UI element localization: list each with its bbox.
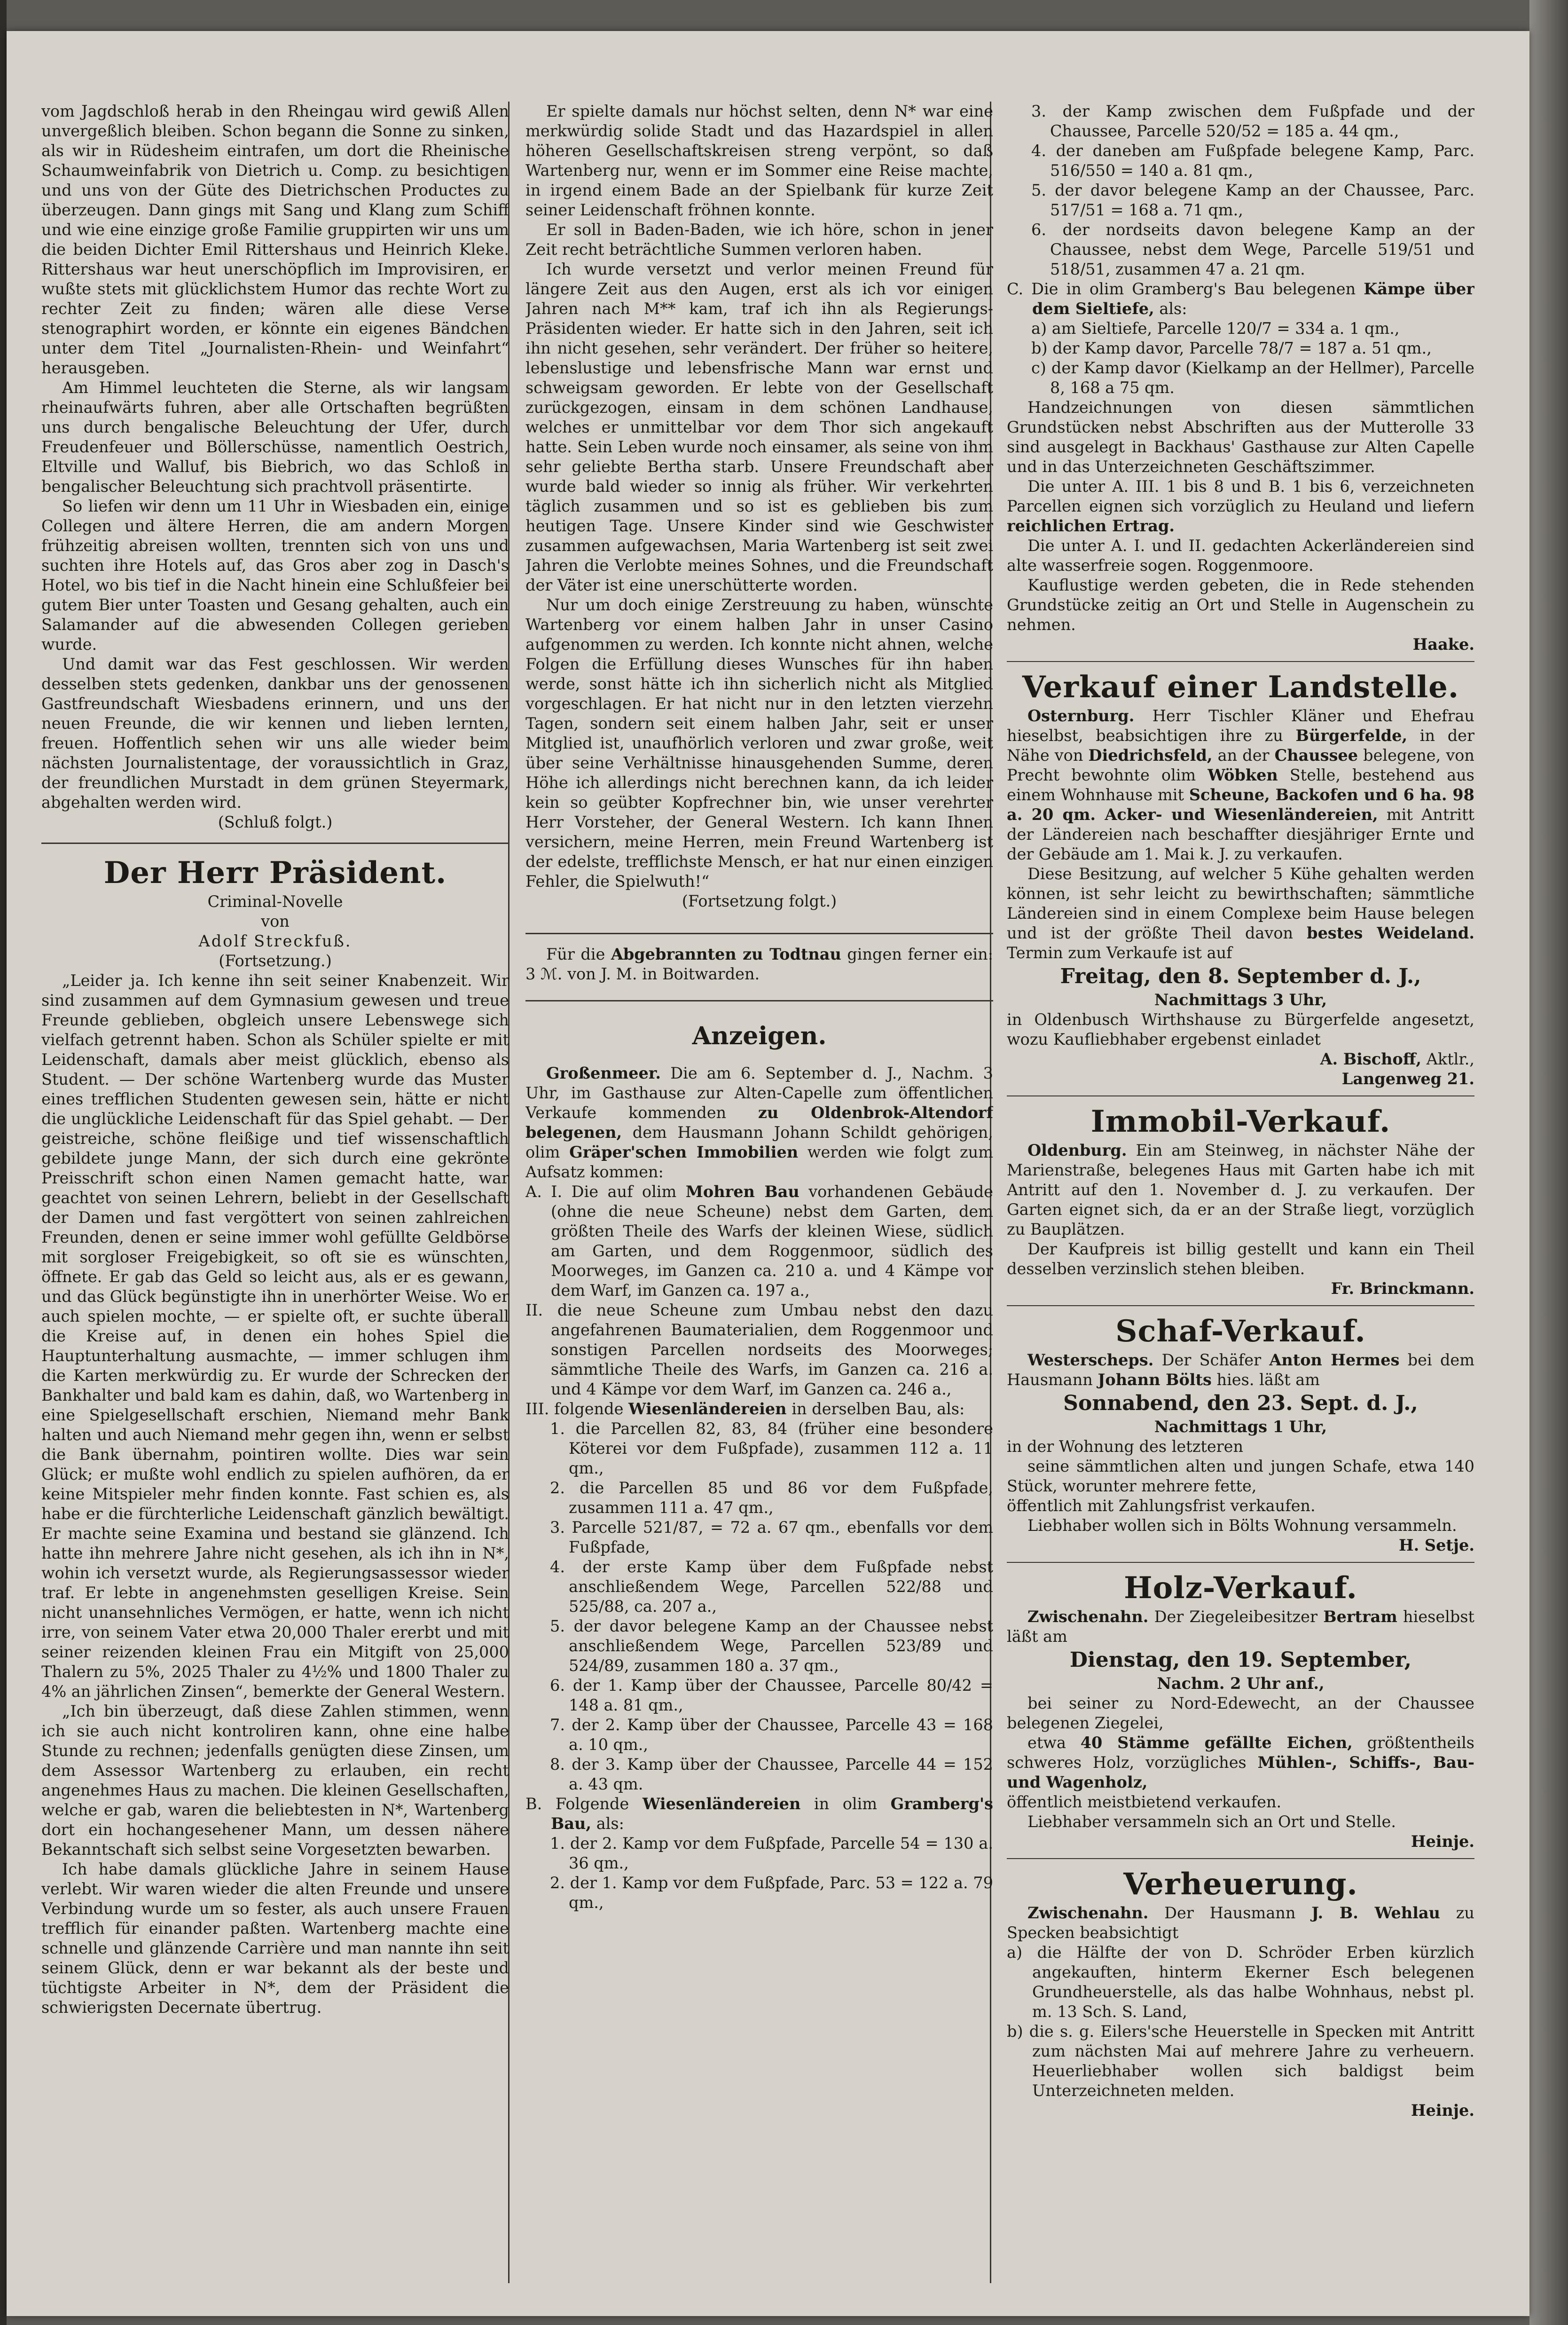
ad-bold: Gräper'schen Immobilien xyxy=(569,1143,799,1161)
paragraph: Er soll in Baden-Baden, wie ich höre, schon in jener Zeit recht beträchtliche Summen verloren haben. xyxy=(525,221,993,259)
ad-text: Herr Tischler Kläner und Ehefrau hieselbst, beabsichtigen ihre zu xyxy=(1007,707,1474,745)
list-item xyxy=(525,1794,993,1834)
ad-paragraph: Liebhaber wollen sich in Bölts Wohnung versammeln. xyxy=(1027,1516,1457,1535)
list-item: 2. die Parcellen 85 und 86 vor dem Fußpfade, zusammen 111 a. 47 qm., xyxy=(550,1479,993,1517)
ad-text: an der xyxy=(1212,746,1275,764)
novel-von: von xyxy=(261,912,290,930)
ad-bold: Kämpe über dem Sieltiefe, xyxy=(1032,280,1474,318)
ad-text: Die unter A. III. 1 bis 8 und B. 1 bis 6, verzeichneten Parcellen eignen sich vorzüglich zu Heuland und liefern xyxy=(1007,477,1474,515)
ad-paragraph xyxy=(1007,1733,1474,1792)
ad-text: vorhandenen Gebäude (ohne die neue Scheune) nebst dem Garten, dem größten Theile des Warfs der kleinen Wiese, südlich am Garten, und dem Roggenmoor, südlich des Moorweges, im Ganzen ca. 210 a. und 4 Kämpe vor dem Warf, im Ganzen ca. 197 a., xyxy=(551,1182,993,1300)
paragraph: Und damit war das Fest geschlossen. Wir werden desselben stets gedenken, dankbar uns der genossenen Gastfreundschaft Wiesbadens erinnern, und uns der neuen Freunde, die wir kennen und lieben lernten, freuen. Hoffentlich sehen wir uns alle wieder beim nächsten Journalistentage, der voraussichtlich in Graz, der freundlichen Murstadt in dem grünen Steyermark, abgehalten werden wird. xyxy=(41,655,509,812)
ad-bold: Mohren Bau xyxy=(685,1182,800,1201)
ad-text: B. Folgende xyxy=(525,1795,643,1813)
ad-heading: Verkauf einer Landstelle. xyxy=(1022,670,1459,705)
column-2 xyxy=(525,102,993,2302)
ad-heading: Verheuerung. xyxy=(1123,1867,1358,1902)
divider xyxy=(525,933,993,934)
ad-bold: zu Oldenbrok-Altendorf belegenen, xyxy=(525,1103,993,1142)
ad-heading: Schaf-Verkauf. xyxy=(1115,1314,1366,1349)
ad-text: als: xyxy=(1154,299,1187,318)
ad-bold: 40 Stämme gefällte Eichen, xyxy=(1080,1734,1353,1752)
ad-text: Der Schäfer xyxy=(1153,1351,1270,1369)
column-1 xyxy=(41,102,509,2302)
novel-title: Der Herr Präsident. xyxy=(103,855,447,891)
ad-text: Termin zum Verkaufe ist auf xyxy=(1007,944,1232,962)
ad-paragraph: öffentlich meistbietend verkaufen. xyxy=(1007,1793,1282,1811)
ad-bold: Wiesenländereien xyxy=(642,1795,801,1813)
ad-paragraph: bei seiner zu Nord-Edewecht, an der Chaussee belegenen Ziegelei, xyxy=(1007,1694,1474,1732)
ad-date: Dienstag, den 19. September, xyxy=(1069,1648,1412,1672)
ad-bold: Wöbken xyxy=(1207,766,1278,784)
list-item: 1. der 2. Kamp vor dem Fußpfade, Parcelle 54 = 130 a. 36 qm., xyxy=(550,1834,993,1872)
list-item: 6. der nordseits davon belegene Kamp an der Chaussee, nebst dem Wege, Parcelle 519/51 und 518/51, zusammen 47 a. 21 qm. xyxy=(1031,221,1474,278)
ad-paragraph: seine sämmtlichen alten und jungen Schafe, etwa 140 Stück, worunter mehrere fette, xyxy=(1007,1457,1474,1495)
list-item: II. die neue Scheune zum Umbau nebst den dazu angefahrenen Baumaterialien, dem Roggenmoor und sonstigen Parcellen nordseits des Moorweges; sämmtliche Theile des Warfs, im Ganzen ca. 216 a. und 4 Kämpe vor dem Warf, im Ganzen ca. 246 a., xyxy=(525,1301,993,1398)
list-item: b) der Kamp davor, Parcelle 78/7 = 187 a. 51 qm., xyxy=(1031,339,1432,357)
ad-signature xyxy=(1007,1049,1474,1069)
list-item: 7. der 2. Kamp über der Chaussee, Parcelle 43 = 168 a. 10 qm., xyxy=(550,1716,993,1754)
ad-text: Ein am Steinweg, in nächster Nähe der Marienstraße, belegenes Haus mit Garten habe ich mit Antritt auf den 1. November d. J. zu verkaufen. Der Garten eignet sich, da er an der Straße liegt, vorzüglich zu Bauplätzen. xyxy=(1007,1141,1474,1238)
list-item: a) am Sieltiefe, Parcelle 120/7 = 334 a. 1 qm., xyxy=(1031,319,1400,338)
list-item: 4. der daneben am Fußpfade belegene Kamp, Parc. 516/550 = 140 a. 81 qm., xyxy=(1031,142,1474,180)
ad-bold: Mühlen-, Schiffs-, Bau- und Wagenholz, xyxy=(1007,1753,1474,1791)
ad-text: hieselbst läßt am xyxy=(1007,1608,1474,1646)
divider xyxy=(1007,1562,1474,1563)
paragraph: Ich habe damals glückliche Jahre in seinem Hause verlebt. Wir waren wieder die alten Freunde und unsere Verbindung wurde um so fester, als auch unsere Frauen trefflich für einander paßten. Wartenberg machte eine schnelle und glänzende Carrière und man nannte ihn seit seinem Glück, denn er war bekannt als der beste und tüchtigste Arbeiter in N*, dem der Präsident die schwierigsten Decernate übertrug. xyxy=(41,1860,509,2017)
divider xyxy=(41,843,509,844)
paragraph: Handzeichnungen von diesen sämmtlichen Grundstücken nebst Abschriften aus der Mutterolle 33 sind ausgelegt in Backhaus' Gasthause zur Alten Capelle und in das Unterzeichneten Geschäftszimmer. xyxy=(1007,398,1474,476)
list-item xyxy=(1007,279,1474,319)
paragraph: Die unter A. I. und II. gedachten Ackerländereien sind alte wasserfreie sogen. Roggenmoore. xyxy=(1007,536,1474,575)
ad-bold: reichlichen Ertrag. xyxy=(1007,517,1175,535)
ad-text: Der Hausmann xyxy=(1148,1904,1312,1922)
ad-signature: Fr. Brinckmann. xyxy=(1331,1279,1474,1298)
divider xyxy=(1007,1858,1474,1859)
ad-text: III. folgende xyxy=(525,1400,629,1418)
ad-text: A. I. Die auf olim xyxy=(525,1182,686,1201)
ad-text: Diese Besitzung, auf welcher 5 Kühe gehalten werden können, ist sehr leicht zu bewirthschaften; sämmtliche Ländereien sind in einem Complexe beim Hause belegen und ist der größte Theil davon xyxy=(1007,865,1474,942)
list-item: 3. Parcelle 521/87, = 72 a. 67 qm., ebenfalls vor dem Fußpfade, xyxy=(550,1518,993,1556)
ad-bold: Bertram xyxy=(1323,1608,1397,1626)
novel-continuation: (Fortsetzung.) xyxy=(219,952,332,970)
ad-paragraph xyxy=(1007,706,1474,864)
ad-place: Westerscheps. xyxy=(1027,1351,1154,1369)
notice-text: Für die xyxy=(546,945,611,963)
ad-place: Oldenburg. xyxy=(1027,1141,1127,1159)
ad-paragraph xyxy=(1007,1350,1474,1390)
ad-text: Stelle, bestehend aus einem Wohnhause mit xyxy=(1007,766,1474,804)
ad-bold: Diedrichsfeld, xyxy=(1088,746,1213,764)
paragraph: „Leider ja. Ich kenne ihn seit seiner Knabenzeit. Wir sind zusammen auf dem Gymnasium gewesen und treue Freunde geblieben, obgleich unsere Lebenswege sich vielfach getrennt haben. Schon als Schüler spielte er mit Leidenschaft, damals aber meist glücklich, ebenso als Student. — Der schöne Wartenberg wurde das Muster eines trefflichen Studenten gewesen sein, hätte er nicht die unglückliche Leidenschaft für das Spiel gehabt. — Der geistreiche, schöne fleißige und tief wissenschaftlich gebildete junge Mann, der sich durch eine gekrönte Preisschrift schon einen Namen gemacht hatte, war geachtet von seinen Lehrern, beliebt in der Gesellschaft der Damen und fast vergöttert von seinen zahlreichen Freunden, denen er seine immer wohl gefüllte Geldbörse mit sorgloser Freigebigkeit, so oft sie es wünschten, öffnete. Er gab das Geld so leicht aus, als er es gewann, und das Glück begünstigte ihn in unerhörter Weise. Wo er auch spielen mochte, — er spielte oft, er suchte überall die Kreise auf, in denen ein hohes Spiel die Hauptunterhaltung ausmachte, — immer schlugen ihm die Karten merkwürdig zu. Er wurde der Schrecken der Bankhalter und bald kam es dahin, daß, wo Wartenberg in eine Spielgesellschaft erschien, Niemand mehr Bank halten und auch Niemand mehr gegen ihn, wenn er selbst die Bank übernahm, pointiren wollte. Dies war sein Glück; er mußte wohl endlich zu spielen aufhören, da er keine Mitspieler mehr finden konnte. Fast schien es, als habe er die fürchterliche Leidenschaft gänzlich bewältigt. Er machte seine Examina und bestand sie glänzend. Ich hatte ihn mehrere Jahre nicht gesehen, als ich ihn in N*, wohin ich versetzt wurde, als Regierungsassessor wieder traf. Er lebte in angenehmsten geselligen Kreise. Sein nicht unansehnliches Vermögen, er hatte, wenn ich nicht irre, von seinem Vater etwa 20,000 Thaler ererbt und mit seiner reizenden kleinen Frau ein Mitgift von 25,000 Thalern zu 5%, 2025 Thaler zu 4½% und 1800 Thaler zu 4% an jährlichen Zinsen“, bemerkte der General Western. xyxy=(41,971,509,1701)
list-item: 5. der davor belegene Kamp an der Chaussee nebst anschließendem Wege, Parcellen 523/89 und 524/89, zusammen 180 a. 37 qm., xyxy=(550,1617,993,1675)
list-item: 6. der 1. Kamp über der Chaussee, Parcelle 80/42 = 148 a. 81 qm., xyxy=(550,1676,993,1714)
ad-signature: H. Setje. xyxy=(1398,1536,1474,1554)
ad-text: Die am 6. September d. J., Nachm. 3 Uhr, im Gasthause zur Alten-Capelle zum öffentlichen Verkaufe kommenden xyxy=(525,1064,993,1122)
paragraph: Am Himmel leuchteten die Sterne, als wir langsam rheinaufwärts fuhren, aber alle Ortschaften begrüßten uns durch bengalische Beleuchtung der Ufer, durch Freudenfeuer und Böllerschüsse, namentlich Oestrich, Eltville und Walluf, bis Biebrich, wo das Schloß in bengalischer Beleuchtung sich prachtvoll präsentirte. xyxy=(41,378,509,496)
ad-time: Nachmittags 1 Uhr, xyxy=(1154,1418,1327,1436)
paragraph: vom Jagdschloß herab in den Rheingau wird gewiß Allen unvergeßlich bleiben. Schon begann die Sonne zu sinken, als wir in Rüdesheim eintrafen, um dort die Rheinische Schaumweinfabrik von Dietrich u. Comp. zu besichtigen und uns von der Güte des Dietrichschen Productes zu überzeugen. Dann gings mit Sang und Klang zum Schiff und wie eine einzige große Familie gruppirten wir uns um die beiden Dichter Emil Rittershaus und Heinrich Kleke. Rittershaus war heut unerschöpflich im Improvisiren, er wußte stets mit glücklichstem Humor das rechte Wort zu rechter Zeit zu finden; wären alle diese Verse stenographirt worden, er könnte ein eigenes Bändchen unter dem Titel „Journalisten-Rhein- und Weinfahrt“ herausgeben. xyxy=(41,102,509,377)
continuation-note: (Schluß folgt.) xyxy=(218,813,333,831)
ads-heading: Anzeigen. xyxy=(692,1022,827,1050)
ad-text: werden wie folgt zum Aufsatz kommen: xyxy=(525,1143,993,1181)
ad-bold: Bürgerfelde, xyxy=(1295,726,1408,745)
ad-text: hies. läßt am xyxy=(1211,1371,1320,1389)
paragraph: „Ich bin überzeugt, daß diese Zahlen stimmen, wenn ich sie auch nicht kontroliren kann, ohne eine halbe Stunde zu rechnen; jedenfalls genügten diese Zinsen, um dem Assessor Wartenberg zu erlauben, ein recht angenehmes Haus zu machen. Die kleinen Gesellschaften, welche er gab, waren die beliebtesten in N*, Wartenberg dort ein hochangesehener Mann, um dessen nähere Bekanntschaft sich selbst seine Vorgesetzten bewarben. xyxy=(41,1702,509,1859)
ad-text: größtentheils schweres Holz, vorzügliches xyxy=(1007,1734,1474,1772)
divider xyxy=(525,1000,993,1001)
ad-text: C. Die in olim Gramberg's Bau belegenen xyxy=(1007,280,1364,298)
ad-paragraph: Liebhaber versammeln sich an Ort und Stelle. xyxy=(1027,1813,1396,1831)
paragraph: Ich wurde versetzt und verlor meinen Freund für längere Zeit aus den Augen, erst als ich vor einigen Jahren nach M** kam, traf ich ihn als Regierungs-Präsidenten wieder. Er hatte sich in den Jahren, seit ich ihn nicht gesehen, sehr verändert. Der früher so heitere, lebenslustige und lebensfrische Mann war ernst und schweigsam geworden. Er lebte von der Gesellschaft zurückgezogen, einsam in dem schönen Landhause, welches er unmittelbar vor dem Thor sich angekauft hatte. Sein Leben wurde noch einsamer, als seine von ihm sehr geliebte Bertha starb. Unsere Freundschaft aber wurde bald wieder so innig als früher. Wir verkehrten täglich zusammen und so ist es geblieben bis zum heutigen Tage. Unsere Kinder sind wie Geschwister zusammen aufgewachsen, Maria Wartenberg ist seit zwei Jahren die Verlobte meines Sohnes, und die Freundschaft der Väter ist eine unerschütterte worden. xyxy=(525,260,993,594)
scan-left-edge xyxy=(0,0,7,2325)
ad-text: in derselben Bau, als: xyxy=(786,1400,965,1418)
ad-text: belegene, von Precht bewohnte olim xyxy=(1007,746,1474,784)
ad-text: mit Antritt der Ländereien nach beschaffter diesjähriger Ernte und der Gebäude am 1. Mai k. J. zu verkaufen. xyxy=(1007,805,1474,863)
ad-signature-name: A. Bischoff, xyxy=(1320,1050,1422,1068)
ad-text: in der Nähe von xyxy=(1007,726,1474,764)
list-item: 1. die Parcellen 82, 83, 84 (früher eine besondere Köterei vor dem Fußpfade), zusammen 112 a. 11 qm., xyxy=(550,1419,993,1477)
ad-place: Großenmeer. xyxy=(546,1064,661,1082)
paragraph xyxy=(1007,477,1474,536)
column-3 xyxy=(1007,102,1474,2302)
list-item: c) der Kamp davor (Kielkamp an der Hellmer), Parcelle 8, 168 a 75 qm. xyxy=(1031,359,1474,397)
novel-author: Adolf Streckfuß. xyxy=(198,932,352,950)
ad-bold: Scheune, Backofen und 6 ha. 98 a. 20 qm. Acker- und Wiesenländereien, xyxy=(1007,786,1474,824)
ad-place: Zwischenahn. xyxy=(1027,1904,1149,1922)
notice-text: gingen ferner ein: 3 ℳ. von J. M. in Boitwarden. xyxy=(525,945,993,983)
ad-bold: J. B. Wehlau xyxy=(1311,1904,1441,1922)
ad-place: Osternburg. xyxy=(1027,707,1135,725)
newspaper-page xyxy=(7,31,1529,2316)
ad-paragraph: in Oldenbusch Wirthshause zu Bürgerfelde angesetzt, wozu Kaufliebhaber ergebenst einladet xyxy=(1007,1010,1474,1048)
ad-signature: Haake. xyxy=(1412,635,1474,654)
notice-bold: Abgebrannten zu Todtnau xyxy=(611,945,841,963)
ad-text: dem Hausmann Johann Schildt gehörigen, olim xyxy=(525,1123,993,1161)
novel-subtitle: Criminal-Novelle xyxy=(207,892,343,911)
ad-time: Nachmittags 3 Uhr, xyxy=(1154,991,1327,1009)
ad-time: Nachm. 2 Uhr anf., xyxy=(1157,1674,1325,1693)
list-item xyxy=(525,1182,993,1300)
ad-bold: Johann Bölts xyxy=(1098,1371,1212,1389)
ad-date: Sonnabend, den 23. Sept. d. J., xyxy=(1063,1391,1418,1415)
ad-text: in olim xyxy=(800,1795,891,1813)
list-item: 4. der erste Kamp über dem Fußpfade nebst anschließendem Wege, Parcellen 522/88 und 525/88, ca. 207 a., xyxy=(550,1558,993,1616)
ad-text: als: xyxy=(591,1814,624,1833)
list-item xyxy=(525,1399,993,1419)
list-item: 8. der 3. Kamp über der Chaussee, Parcelle 44 = 152 a. 43 qm. xyxy=(550,1755,993,1793)
ad-paragraph: in der Wohnung des letzteren xyxy=(1007,1437,1244,1456)
ad-paragraph xyxy=(525,1064,993,1182)
ad-bold: Chaussee xyxy=(1274,746,1358,764)
ad-paragraph xyxy=(1007,1903,1474,1943)
ad-bold: Anton Hermes xyxy=(1269,1351,1400,1369)
ad-paragraph xyxy=(1007,1607,1474,1647)
ad-bold: Wiesenländereien xyxy=(628,1400,787,1418)
list-item: 3. der Kamp zwischen dem Fußpfade und der Chaussee, Parcelle 520/52 = 185 a. 44 qm., xyxy=(1031,102,1474,140)
ad-heading: Immobil-Verkauf. xyxy=(1090,1104,1391,1139)
ad-paragraph xyxy=(1007,1141,1474,1239)
paragraph: So liefen wir denn um 11 Uhr in Wiesbaden ein, einige Collegen und ältere Herren, die am andern Morgen frühzeitig abreisen wollten, trennten sich von uns und suchten ihre Hotels auf, das Gros aber zog in Dasch's Hotel, wo bis tief in die Nacht hinein eine Schlußfeier bei gutem Bier unter Toasten und Gesang gehalten, auch ein Salamander auf die abwesenden Collegen gerieben wurde. xyxy=(41,497,509,654)
divider xyxy=(1007,661,1474,662)
ad-place: Zwischenahn. xyxy=(1027,1608,1149,1626)
ad-signature-role: Aktlr., xyxy=(1421,1050,1474,1068)
ad-bold: bestes Weideland. xyxy=(1307,924,1474,942)
donation-notice xyxy=(525,945,993,984)
list-item: a) die Hälfte der von D. Schröder Erben kürzlich angekauften, hinterm Ekerner Esch belegenen Grundheuerstelle, als das halbe Wohnhaus, nebst pl. m. 13 Sch. S. Land, xyxy=(1007,1943,1474,2021)
ad-signature: Heinje. xyxy=(1411,2101,1474,2120)
ad-date: Freitag, den 8. September d. J., xyxy=(1060,964,1421,988)
ad-bold: Gramberg's Bau, xyxy=(551,1795,993,1833)
ad-text: bei dem Hausmann xyxy=(1007,1351,1474,1389)
list-item: 2. der 1. Kamp vor dem Fußpfade, Parc. 53 = 122 a. 79 qm., xyxy=(550,1874,993,1912)
paragraph: Er spielte damals nur höchst selten, denn N* war eine merkwürdig solide Stadt und das Hazardspiel in allen höheren Gesellschaftskreisen streng verpönt, so daß Wartenberg nur, wenn er im Sommer eine Reise machte, in irgend einem Bade an der Spielbank für kurze Zeit seiner Leidenschaft fröhnen konnte. xyxy=(525,102,993,219)
continuation-note: (Fortsetzung folgt.) xyxy=(682,892,837,910)
paragraph: Kauflustige werden gebeten, die in Rede stehenden Grundstücke zeitig an Ort und Stelle in Augenschein zu nehmen. xyxy=(1007,576,1474,634)
divider xyxy=(1007,1305,1474,1306)
ad-text: Der Ziegeleibesitzer xyxy=(1148,1608,1324,1626)
ad-paragraph xyxy=(1007,864,1474,963)
ad-paragraph: Der Kaufpreis ist billig gestellt und kann ein Theil desselben verzinslich stehen bleiben. xyxy=(1007,1240,1474,1278)
ad-paragraph: öffentlich mit Zahlungsfrist verkaufen. xyxy=(1007,1497,1316,1515)
ad-address: Langenweg 21. xyxy=(1341,1070,1474,1088)
ad-text: zu Specken beabsichtigt xyxy=(1007,1904,1474,1942)
scan-right-margin xyxy=(1529,0,1568,2325)
ad-signature: Heinje. xyxy=(1411,1832,1474,1851)
ad-text: etwa xyxy=(1027,1734,1081,1752)
list-item: b) die s. g. Eilers'sche Heuerstelle in Specken mit Antritt zum nächsten Mai auf mehrere Jahre zu verheuern. Heuerliebhaber wollen sich baldigst beim Unterzeichneten melden. xyxy=(1007,2022,1474,2100)
paragraph: Nur um doch einige Zerstreuung zu haben, wünschte Wartenberg vor einem halben Jahr in unser Casino aufgenommen zu werden. Ich konnte nicht ahnen, welche Folgen die Erfüllung dieses Wunsches für ihn haben werde, sonst hätte ich ihn sicherlich nicht als Mitglied vorgeschlagen. Er hat nicht nur in den letzten vierzehn Tagen, sondern seit einem halben Jahr, seit er unser Mitglied ist, unaufhörlich verloren und zwar große, weit über seine Verhältnisse hinausgehenden Summe, deren Höhe ich allerdings nicht berechnen kann, da ich leider kein so geübter Kopfrechner bin, wie unser verehrter Herr Vorsteher, der General Western. Ich kann Ihnen versichern, meine Herren, mein Freund Wartenberg ist der edelste, trefflichste Mensch, er hat nur einen einzigen Fehler, die Spielwuth!“ xyxy=(525,596,993,891)
list-item: 5. der davor belegene Kamp an der Chaussee, Parc. 517/51 = 168 a. 71 qm., xyxy=(1031,181,1474,219)
ad-heading: Holz-Verkauf. xyxy=(1124,1570,1357,1606)
